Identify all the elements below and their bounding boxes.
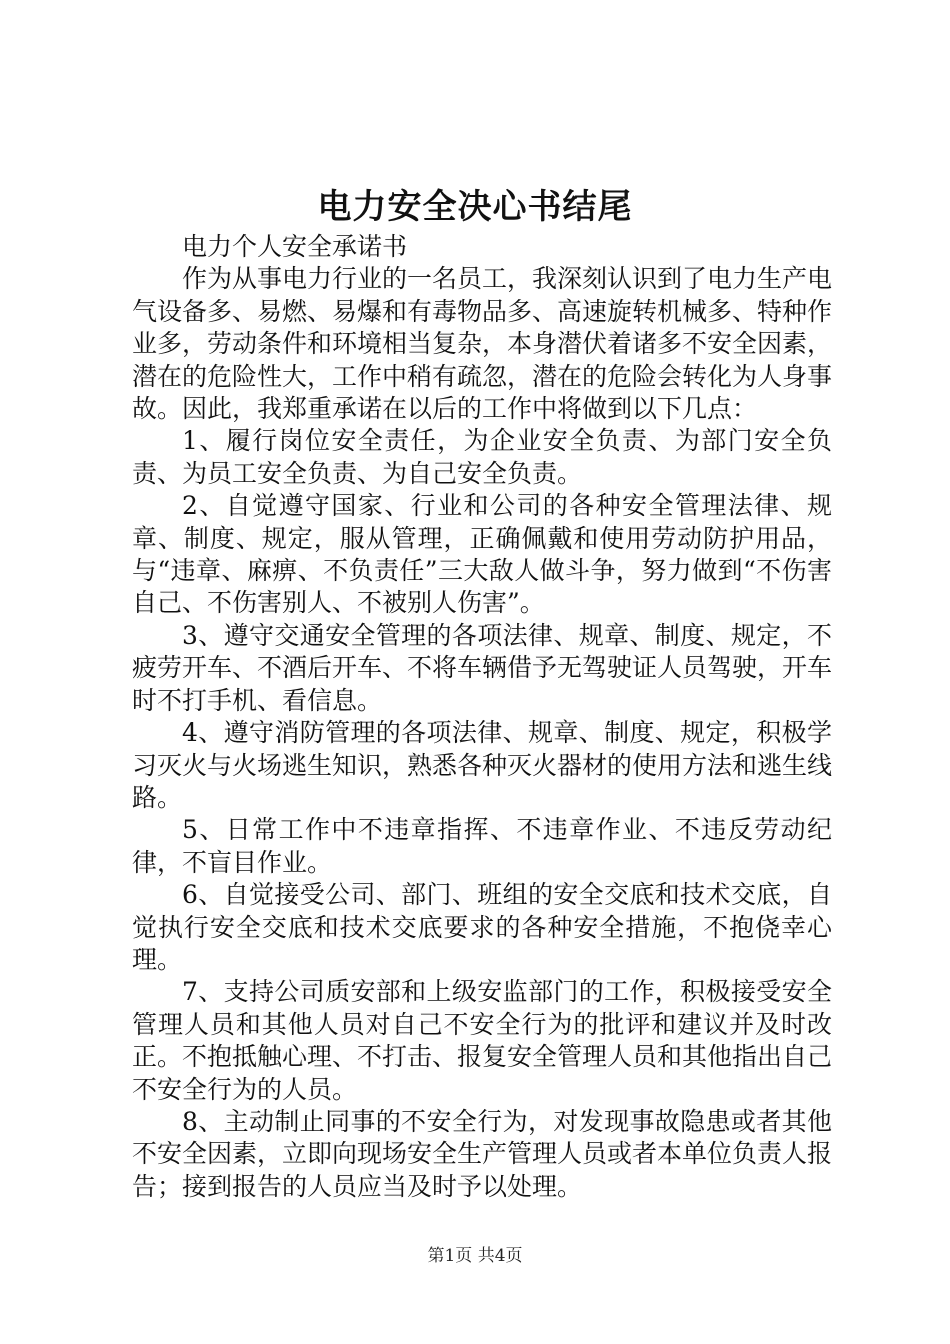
- document-body: [132, 231, 832, 1203]
- paragraph-item-6: 6、自觉接受公司、部门、班组的安全交底和技术交底，自觉执行安全交底和技术交底要求的各种安全措施，不抱侥幸心理。: [132, 880, 832, 974]
- paragraph-item-2: 2、自觉遵守国家、行业和公司的各种安全管理法律、规章、制度、规定，服从管理，正确佩戴和使用劳动防护用品，与“违章、麻痹、不负责任”三大敌人做斗争，努力做到“不伤害自己、不伤害别人、不被别人伤害”。: [132, 491, 832, 618]
- paragraph-item-7: 7、支持公司质安部和上级安监部门的工作，积极接受安全管理人员和其他人员对自己不安全行为的批评和建议并及时改正。不抱抵触心理、不打击、报复安全管理人员和其他指出自己不安全行为的人员。: [132, 977, 833, 1104]
- paragraph-intro: 作为从事电力行业的一名员工，我深刻认识到了电力生产电气设备多、易燃、易爆和有毒物品多、高速旋转机械多、特种作业多，劳动条件和环境相当复杂，本身潜伏着诸多不安全因素，潜在的危险性大，工作中稍有疏忽，潜在的危险会转化为人身事故。因此，我郑重承诺在以后的工作中将做到以下几点：: [132, 264, 833, 424]
- document-title: 电力安全决心书结尾: [317, 187, 633, 227]
- paragraph-item-8: 8、主动制止同事的不安全行为，对发现事故隐患或者其他不安全因素，立即向现场安全生产管理人员或者本单位负责人报告；接到报告的人员应当及时予以处理。: [132, 1106, 833, 1201]
- paragraph-item-5: 5、日常工作中不违章指挥、不违章作业、不违反劳动纪律，不盲目作业。: [132, 815, 832, 877]
- paragraph-item-1: 1、履行岗位安全责任，为企业安全负责、为部门安全负责、为员工安全负责、为自己安全负责。: [132, 426, 832, 488]
- paragraph-subtitle: 电力个人安全承诺书: [182, 232, 408, 261]
- paragraph-item-3: 3、遵守交通安全管理的各项法律、规章、制度、规定，不疲劳开车、不酒后开车、不将车辆借予无驾驶证人员驾驶，开车时不打手机、看信息。: [132, 620, 833, 715]
- page-number-footer: 第1页 共4页: [427, 1246, 523, 1266]
- paragraph-item-4: 4、遵守消防管理的各项法律、规章、制度、规定，积极学习灭火与火场逃生知识，熟悉各种灭火器材的使用方法和逃生线路。: [132, 718, 833, 812]
